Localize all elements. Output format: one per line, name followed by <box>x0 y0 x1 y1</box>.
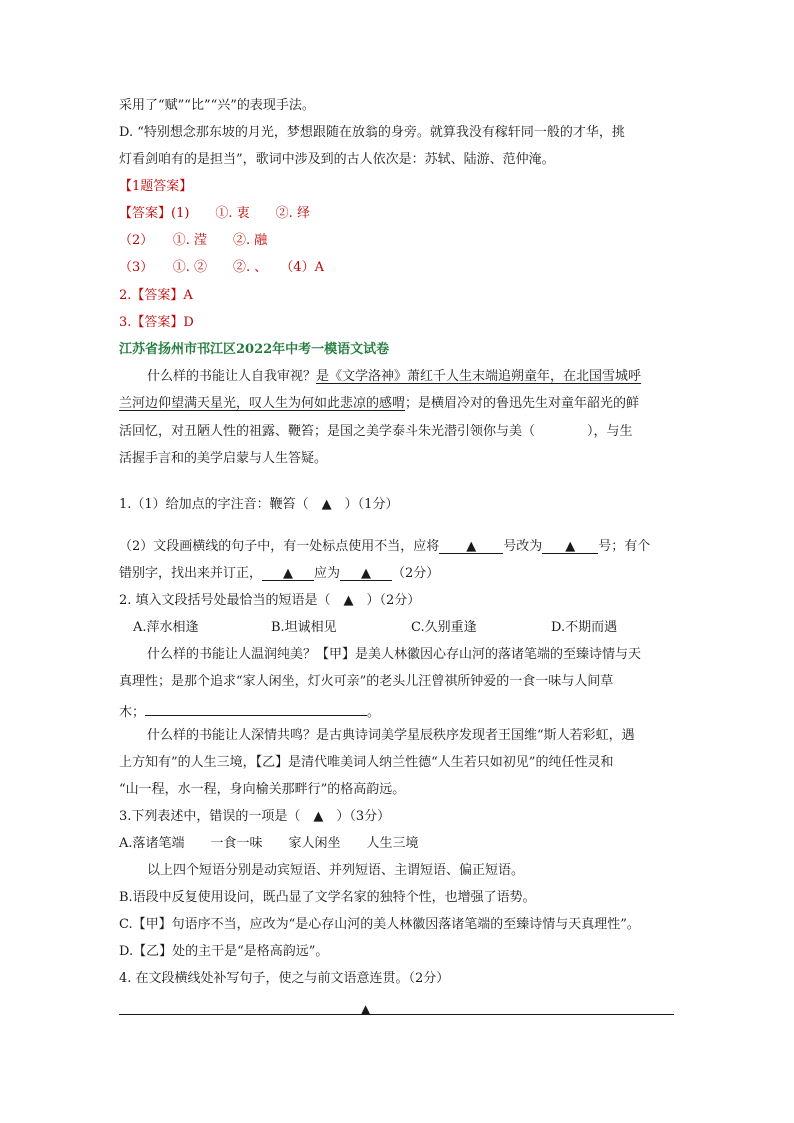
exam-title: 江苏省扬州市邗江区2022年中考一模语文试卷 <box>119 342 390 357</box>
underlined-sentence: 兰河边仰望满天星光，叹人生为何如此悲凉的感喟 <box>119 396 406 411</box>
passage-line: 木； 。 <box>119 700 380 722</box>
question-1-1: 1.（1）给加点的字注音：鞭笞（ ▲ ）（1分） <box>119 497 399 512</box>
answer-header: 【1题答案】 <box>119 179 193 194</box>
passage-line: 什么样的书能让人自我审视？是《文学洛神》萧红千人生末端追朔童年，在北国雪城呼 <box>147 369 642 384</box>
passage-line: 活回忆，对丑陋人性的祖露、鞭笞；是国之美学泰斗朱光潜引领你与美（ ），与生 <box>119 424 633 439</box>
fill-blank[interactable] <box>145 700 367 716</box>
passage-line: 真理性；是那个追求“家人闲坐，灯火可亲”的老头儿汪曾祺所钟爱的一食一味与人间草 <box>119 674 614 689</box>
option-d: D.不期而遇 <box>551 620 618 635</box>
option-a-detail: 以上四个短语分别是动宾短语、并列短语、主谓短语、偏正短语。 <box>147 863 525 878</box>
answer-blank[interactable]: ▲ <box>542 538 598 554</box>
text-line: D. “特别想念那东坡的月光，梦想跟随在放翁的身旁。就算我没有稼轩同一般的才华，挑 <box>119 125 625 140</box>
passage-line: 什么样的书能让人温润纯美？【甲】是美人林徽因心存山河的落诸笔端的至臻诗情与天 <box>147 647 642 662</box>
answer-line: 【答案】(1) ①. 衷 ②. 绎 <box>119 206 310 221</box>
text-line: 灯看剑咱有的是担当”，歌词中涉及到的古人依次是：苏轼、陆游、范仲淹。 <box>119 152 555 167</box>
option-d: D.【乙】处的主干是“是格高韵远”。 <box>119 944 329 959</box>
question-4: 4. 在文段横线处补写句子，使之与前文语意连贯。（2分） <box>119 971 450 986</box>
answer-blank[interactable]: ▲ <box>439 538 503 554</box>
answer-blank[interactable]: ▲ <box>262 565 314 581</box>
triangle-marker: ▲ <box>361 1002 371 1016</box>
option-c: C.【甲】句语序不当，应改为“是心存山河的美人林徽因落诸笔端的至臻诗情与天真理性”。 <box>119 917 640 932</box>
answer-blank[interactable]: ▲ <box>340 565 392 581</box>
passage-line: “山一程，水一程，身向榆关那畔行”的格高韵远。 <box>119 782 406 797</box>
passage-line: 兰河边仰望满天星光，叹人生为何如此悲凉的感喟；是横眉冷对的鲁迅先生对童年韶光的鲜 <box>119 396 640 411</box>
passage-line: 活握手言和的美学启蒙与人生答疑。 <box>119 451 328 466</box>
answer-line: 3.【答案】D <box>119 315 194 330</box>
option-b: B.语段中反复使用设问，既凸显了文学名家的独特个性，也增强了语势。 <box>119 890 536 905</box>
underlined-sentence: 是《文学洛神》萧红千人生末端追朔童年，在北国雪城呼 <box>316 369 642 384</box>
passage-line: 什么样的书能让人深情共鸣？是古典诗词美学星辰秩序发现者王国维“斯人若彩虹，遇 <box>147 728 635 743</box>
option-c: C.久别重逢 <box>411 620 477 635</box>
question-1-2: （2）文段画横线的句子中，有一处标点使用不当，应将 ▲ 号改为 ▲ 号；有个 <box>119 539 651 554</box>
option-b: B.坦诚相见 <box>271 620 337 635</box>
option-a: A.萍水相逢 <box>133 620 199 635</box>
question-3: 3.下列表述中，错误的一项是（ ▲ ）（3分） <box>119 809 391 824</box>
question-1-2-cont: 错别字，找出来并订正， ▲ 应为 ▲ （2分） <box>119 566 440 581</box>
question-2: 2. 填入文段括号处最恰当的短语是（ ▲ ）（2分） <box>119 593 421 608</box>
answer-line-rule[interactable] <box>119 1014 674 1015</box>
passage-line: 上方知有”的人生三境，【乙】是清代唯美词人纳兰性德“人生若只如初见”的纯任性灵和 <box>119 755 614 770</box>
text-line: 采用了“赋”“比”“兴”的表现手法。 <box>119 98 315 113</box>
option-a: A.落诸笔端 一食一味 家人闲坐 人生三境 <box>119 836 419 851</box>
answer-line: （2） ①. 滢 ②. 融 <box>119 233 268 248</box>
answer-line: 2.【答案】A <box>119 288 193 303</box>
answer-line: （3） ①. ② ②. 、 （4）A <box>119 260 324 275</box>
